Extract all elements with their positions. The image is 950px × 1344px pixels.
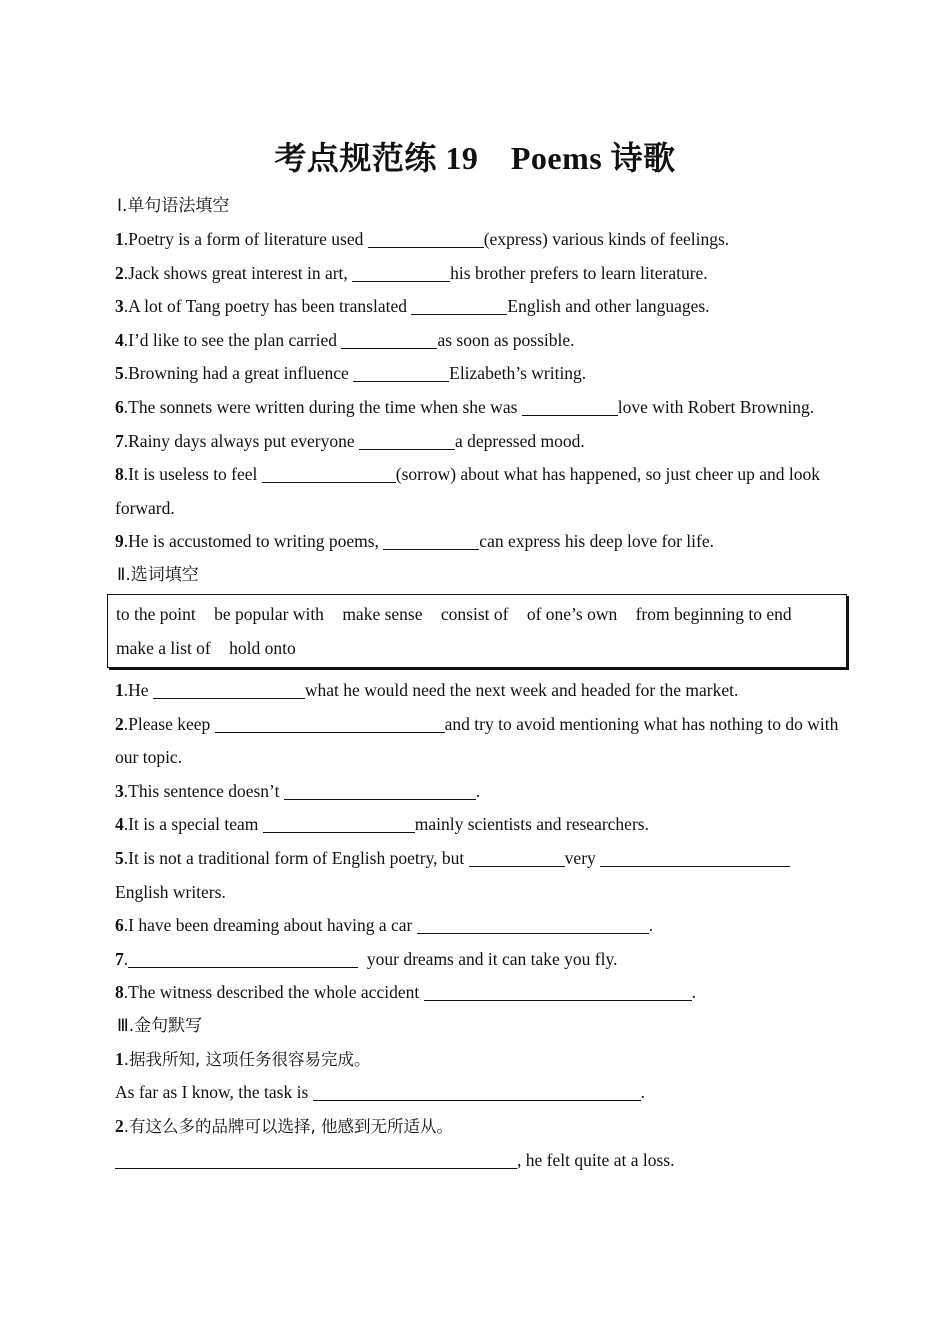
answer-blank[interactable] <box>341 331 437 349</box>
answer-blank[interactable] <box>368 230 484 248</box>
answer-blank[interactable] <box>313 1083 641 1101</box>
s2-item-8: 8.The witness described the whole accident . <box>115 982 696 1003</box>
item-number: 8 <box>115 982 124 1003</box>
item-number: 9 <box>115 531 124 552</box>
word-bank-item: to the point <box>116 603 196 624</box>
answer-blank[interactable] <box>115 1151 517 1169</box>
s2-item-1: 1.He what he would need the next week and headed for the market. <box>115 679 739 700</box>
item-number: 3 <box>115 780 124 801</box>
s1-item-8: 8.It is useless to feel (sorrow) about what has happened, so just cheer up and look forward. <box>115 464 821 518</box>
answer-blank[interactable] <box>262 465 396 483</box>
section-1-heading: Ⅰ.单句语法填空 <box>117 196 230 216</box>
word-bank-item: be popular with <box>214 603 324 624</box>
answer-blank[interactable] <box>215 715 445 733</box>
page-title: 考点规范练 19 Poems 诗歌 <box>274 140 676 176</box>
item-number: 2 <box>115 262 124 283</box>
s2-item-3: 3.This sentence doesn’t . <box>115 780 481 801</box>
item-number: 1 <box>115 679 124 700</box>
answer-blank[interactable] <box>353 364 449 382</box>
item-number: 2 <box>115 713 124 734</box>
s2-item-4: 4.It is a special team mainly scientists and researchers. <box>115 814 649 835</box>
s1-item-6: 6.The sonnets were written during the time when she was love with Robert Browning. <box>115 396 815 417</box>
item-number: 7 <box>115 948 124 969</box>
answer-blank[interactable] <box>352 264 450 282</box>
item-number: 6 <box>115 915 124 936</box>
answer-blank[interactable] <box>417 916 649 934</box>
answer-blank[interactable] <box>600 849 790 867</box>
item-number: 1 <box>115 229 124 249</box>
word-bank-item: of one’s own <box>526 603 618 624</box>
s3-item-2-chinese: 2.有这么多的品牌可以选择, 他感到无所适从。 <box>115 1116 453 1137</box>
s1-item-2: 2.Jack shows great interest in art, his brother prefers to learn literature. <box>115 262 708 283</box>
answer-blank[interactable] <box>359 432 455 450</box>
answer-blank[interactable] <box>284 782 476 800</box>
s2-item-5: 5.It is not a traditional form of English poetry, but very English writers. <box>115 842 840 909</box>
s1-item-7: 7.Rainy days always put everyone a depressed mood. <box>115 430 585 451</box>
item-number: 1 <box>115 1048 124 1069</box>
s3-item-1-chinese: 1.据我所知, 这项任务很容易完成。 <box>115 1048 371 1069</box>
answer-blank[interactable] <box>153 681 305 699</box>
answer-blank[interactable] <box>263 815 415 833</box>
s1-item-3: 3.A lot of Tang poetry has been translated English and other languages. <box>115 296 710 317</box>
answer-blank[interactable] <box>383 532 479 550</box>
answer-blank[interactable] <box>424 983 692 1001</box>
word-bank-item: make a list of <box>116 637 211 658</box>
item-number: 6 <box>115 396 124 417</box>
s1-item-5: 5.Browning had a great influence Elizabeth’s writing. <box>115 363 587 384</box>
item-number: 4 <box>115 329 124 350</box>
s2-item-2: 2.Please keep and try to avoid mentioning what has nothing to do with our topic. <box>115 713 839 768</box>
s1-item-1: 1.Poetry is a form of literature used (express) various kinds of feelings. <box>115 229 730 249</box>
word-bank-box <box>107 594 847 668</box>
answer-blank[interactable] <box>469 849 565 867</box>
word-bank-item: from beginning to end <box>635 603 792 624</box>
word-bank-item: hold onto <box>229 637 296 658</box>
answer-blank[interactable] <box>522 398 618 416</box>
section-2-heading: Ⅱ.选词填空 <box>117 564 199 585</box>
section-3-heading: Ⅲ.金句默写 <box>117 1015 203 1036</box>
item-number: 8 <box>115 464 124 485</box>
item-number: 4 <box>115 814 124 835</box>
item-number: 5 <box>115 363 124 384</box>
worksheet-content <box>115 190 840 1177</box>
item-number: 2 <box>115 1116 124 1137</box>
s1-item-9: 9.He is accustomed to writing poems, can express his deep love for life. <box>115 531 715 552</box>
word-bank-item: consist of <box>440 603 509 624</box>
item-number: 7 <box>115 430 124 451</box>
s1-item-4: 4.I’d like to see the plan carried as soon as possible. <box>115 329 575 350</box>
answer-blank[interactable] <box>411 297 507 315</box>
item-number: 3 <box>115 296 124 317</box>
answer-blank[interactable] <box>128 950 358 968</box>
s3-item-2-english: , he felt quite at a loss. <box>115 1144 840 1178</box>
s2-item-7: 7. your dreams and it can take you fly. <box>115 948 618 969</box>
s3-item-1-english: As far as I know, the task is . <box>115 1082 646 1103</box>
item-number: 5 <box>115 847 124 868</box>
word-bank-item: make sense <box>342 603 423 624</box>
s2-item-6: 6.I have been dreaming about having a car . <box>115 915 654 936</box>
